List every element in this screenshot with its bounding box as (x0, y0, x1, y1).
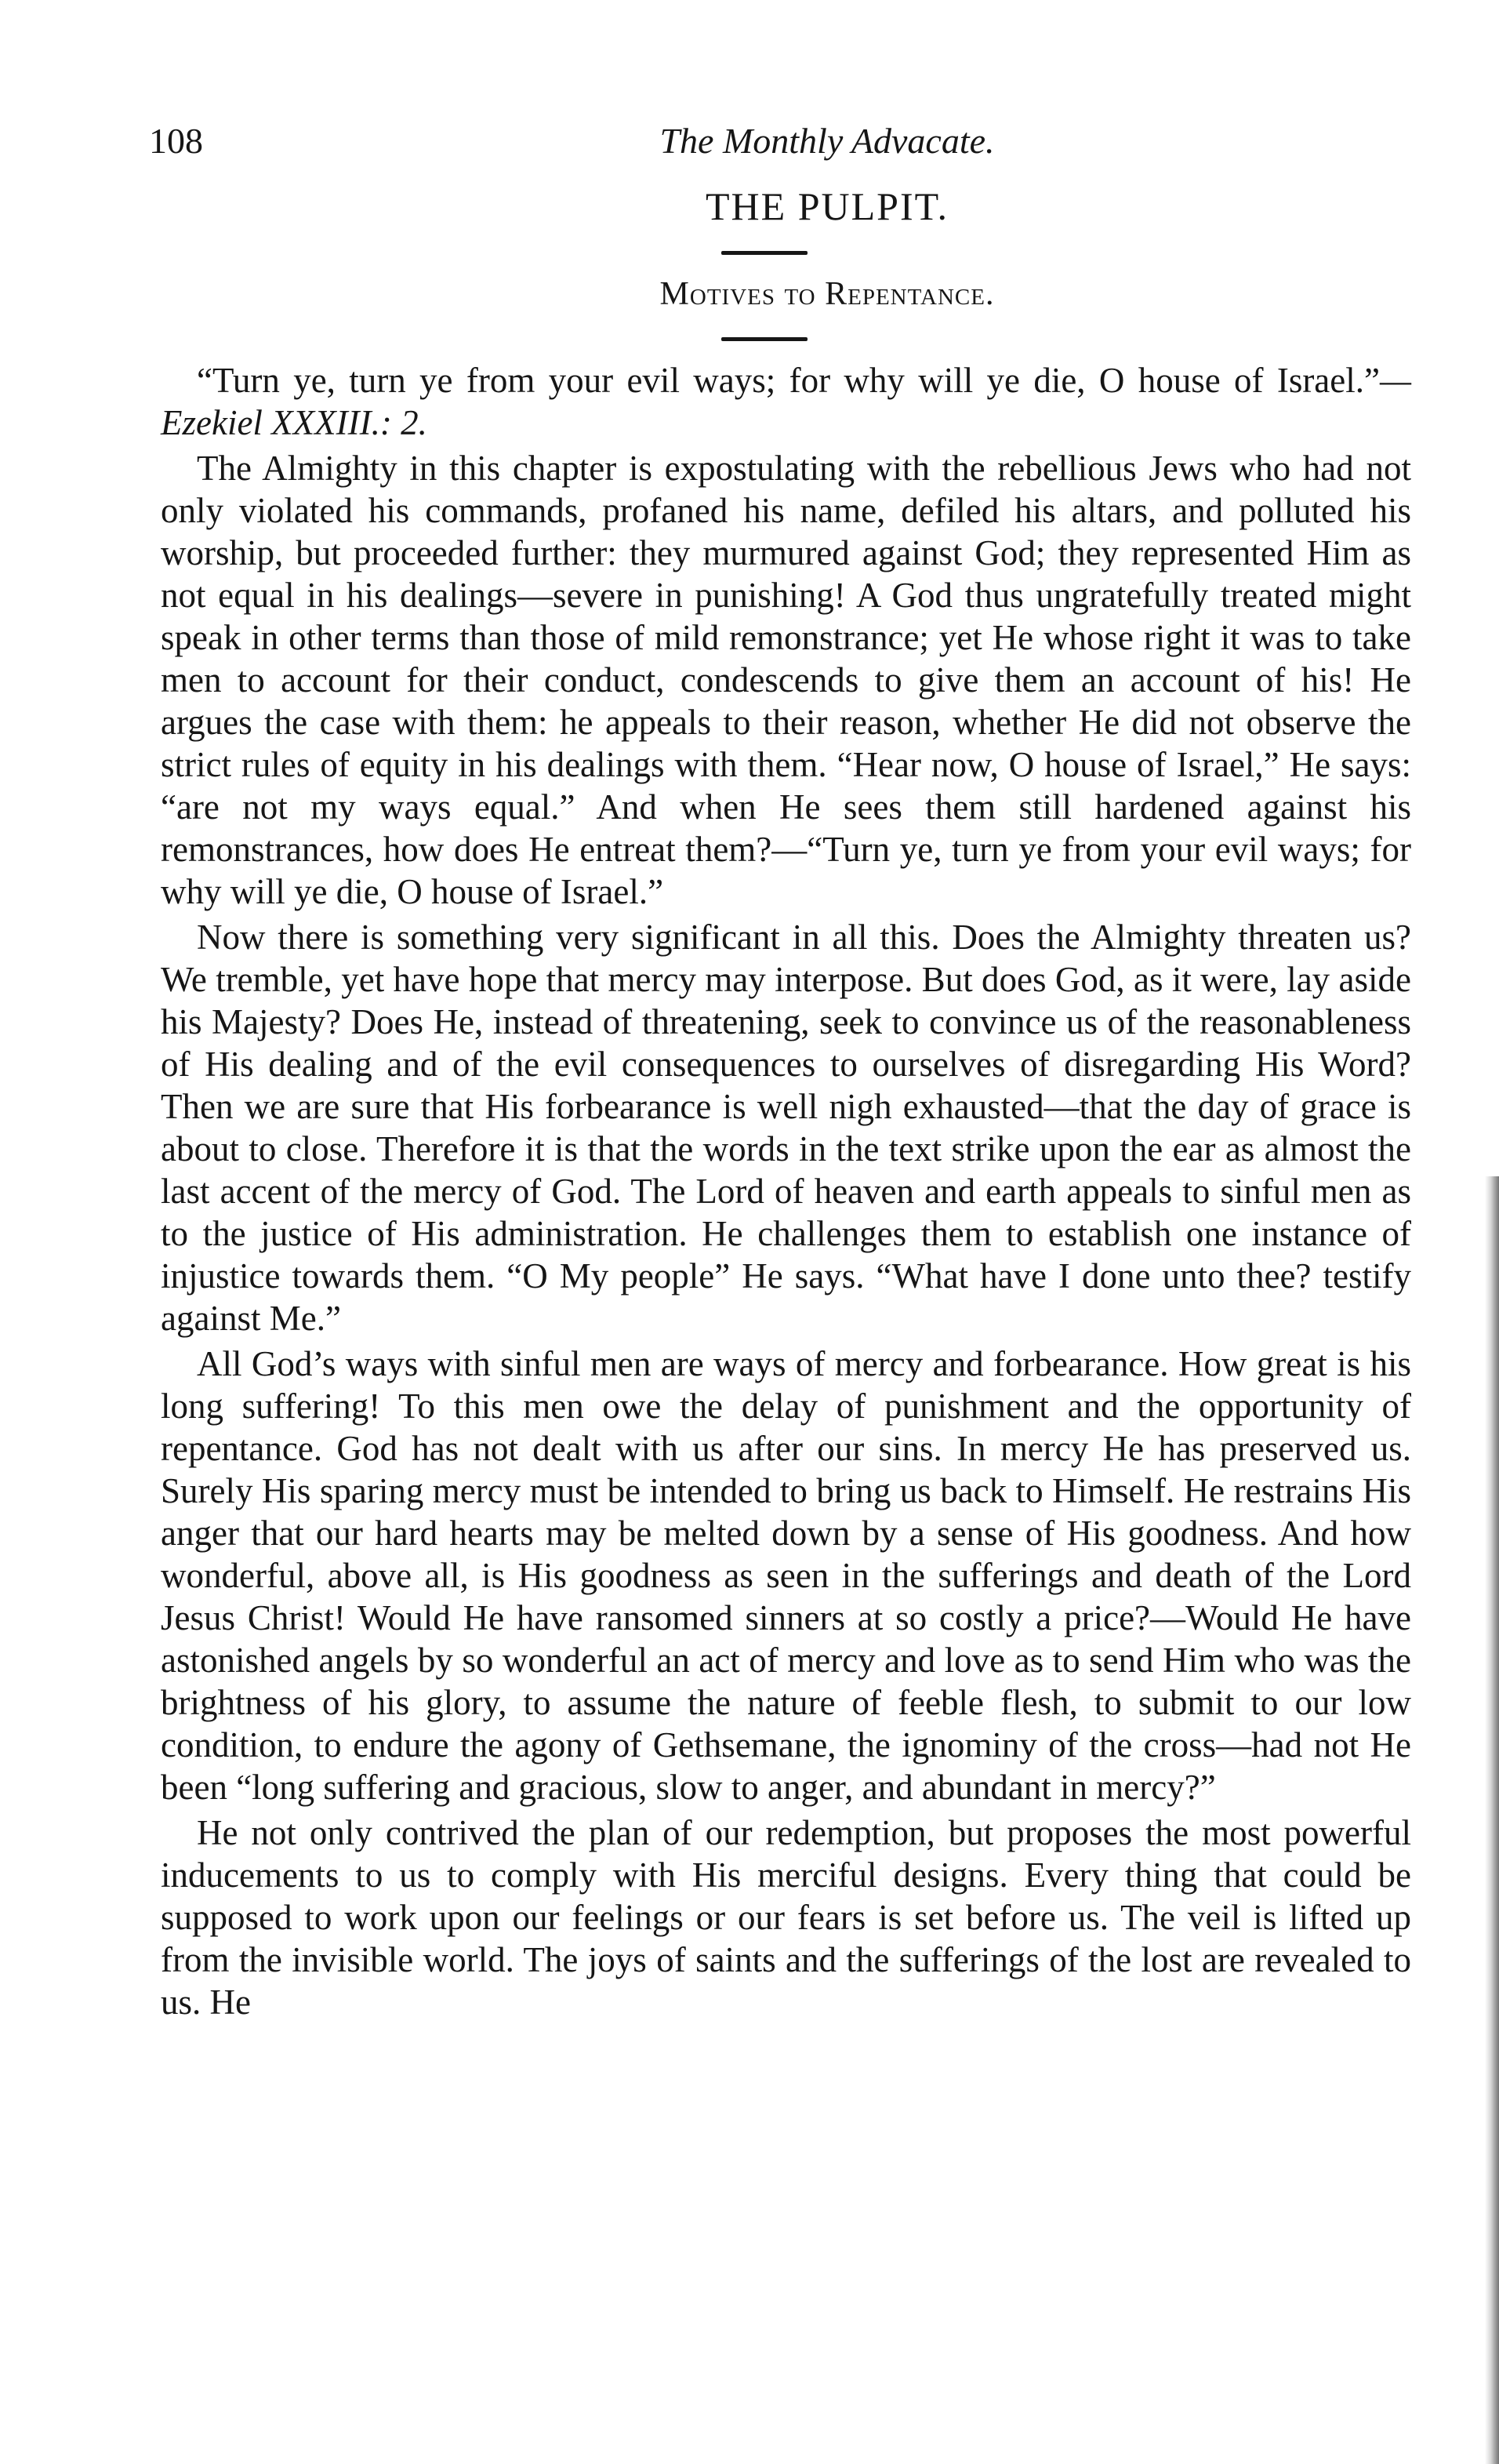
epigraph (161, 359, 1411, 444)
running-head (149, 118, 1411, 173)
paragraph: Now there is something very significant in all this. Does the Almighty threaten us? We tremble, yet have hope that mercy may interpose. But does God, as it were, lay aside his Majesty? Does He, instead of threatening, seek to convince us of the reasonableness of His dealing and of the evil consequences to ourselves of disregarding His Word? Then we are sure that His forbearance is well nigh exhausted—that the day of grace is about to close. Therefore it is that the words in the text strike upon the ear as almost the last accent of the mercy of God. The Lord of heaven and earth appeals to sinful men as to the justice of His administration. He challenges them to establish one instance of injustice towards them. “O My people” He says. “What have I done unto thee? testify against Me.” (161, 918, 1411, 1338)
section-title: THE PULPIT. (706, 184, 949, 228)
epigraph-reference: —Ezekiel XXXIII.: 2. (161, 361, 1411, 442)
subtitle-divider (721, 337, 808, 341)
paragraph: All God’s ways with sinful men are ways of mercy and forbearance. How great is his long suffering! To this men owe the delay of punishment and the opportunity of repentance. God has not dealt with us after our sins. In mercy He has preserved us. Surely His sparing mercy must be intended to bring us back to Himself. He restrains His anger that our hard hearts may be melted down by a sense of His goodness. And how wonderful, above all, is His goodness as seen in the sufferings and death of the Lord Jesus Christ! Would He have ransomed sinners at so costly a price?—Would He have astonished angels by so wonderful an act of mercy and love as to send Him who was the brightness of his glory, to assume the nature of feeble flesh, to submit to our low condition, to endure the agony of Gethsemane, the ignominy of the cross—had not He been “long suffering and gracious, slow to anger, and abundant in mercy?” (161, 1344, 1411, 1807)
paragraph: He not only contrived the plan of our redemption, but proposes the most powerful inducements to us to comply with His merciful designs. Every thing that could be supposed to work upon our feelings or our fears is set before us. The veil is lifted up from the invisible world. The joys of saints and the sufferings of the lost are revealed to us. He (161, 1813, 1411, 2022)
journal-title: The Monthly Advacate. (659, 121, 995, 161)
section-subtitle: Motives to Repentance. (659, 276, 995, 312)
article-body (161, 359, 1411, 2023)
title-divider (721, 251, 808, 255)
paragraph: The Almighty in this chapter is expostulating with the rebellious Jews who had not only violated his commands, profaned his name, defiled his altars, and polluted his worship, but proceeded further: they murmured against God; they represented Him as not equal in his dealings—severe in punishing! A God thus ungratefully treated might speak in other terms than those of mild remonstrance; yet He whose right it was to take men to account for their conduct, condescends to give them an account of his! He argues the case with them: he appeals to their reason, whether He did not observe the strict rules of equity in his dealings with them. “Hear now, O house of Israel,” He says: “are not my ways equal.” And when He sees them still hardened against his remonstrances, how does He entreat them?—“Turn ye, turn ye from your evil ways; for why will ye die, O house of Israel.” (161, 449, 1411, 911)
page-edge-shadow (1485, 1176, 1499, 2464)
page-number: 108 (149, 121, 203, 161)
epigraph-quote: “Turn ye, turn ye from your evil ways; for why will ye die, O house of Israel.” (197, 361, 1380, 400)
